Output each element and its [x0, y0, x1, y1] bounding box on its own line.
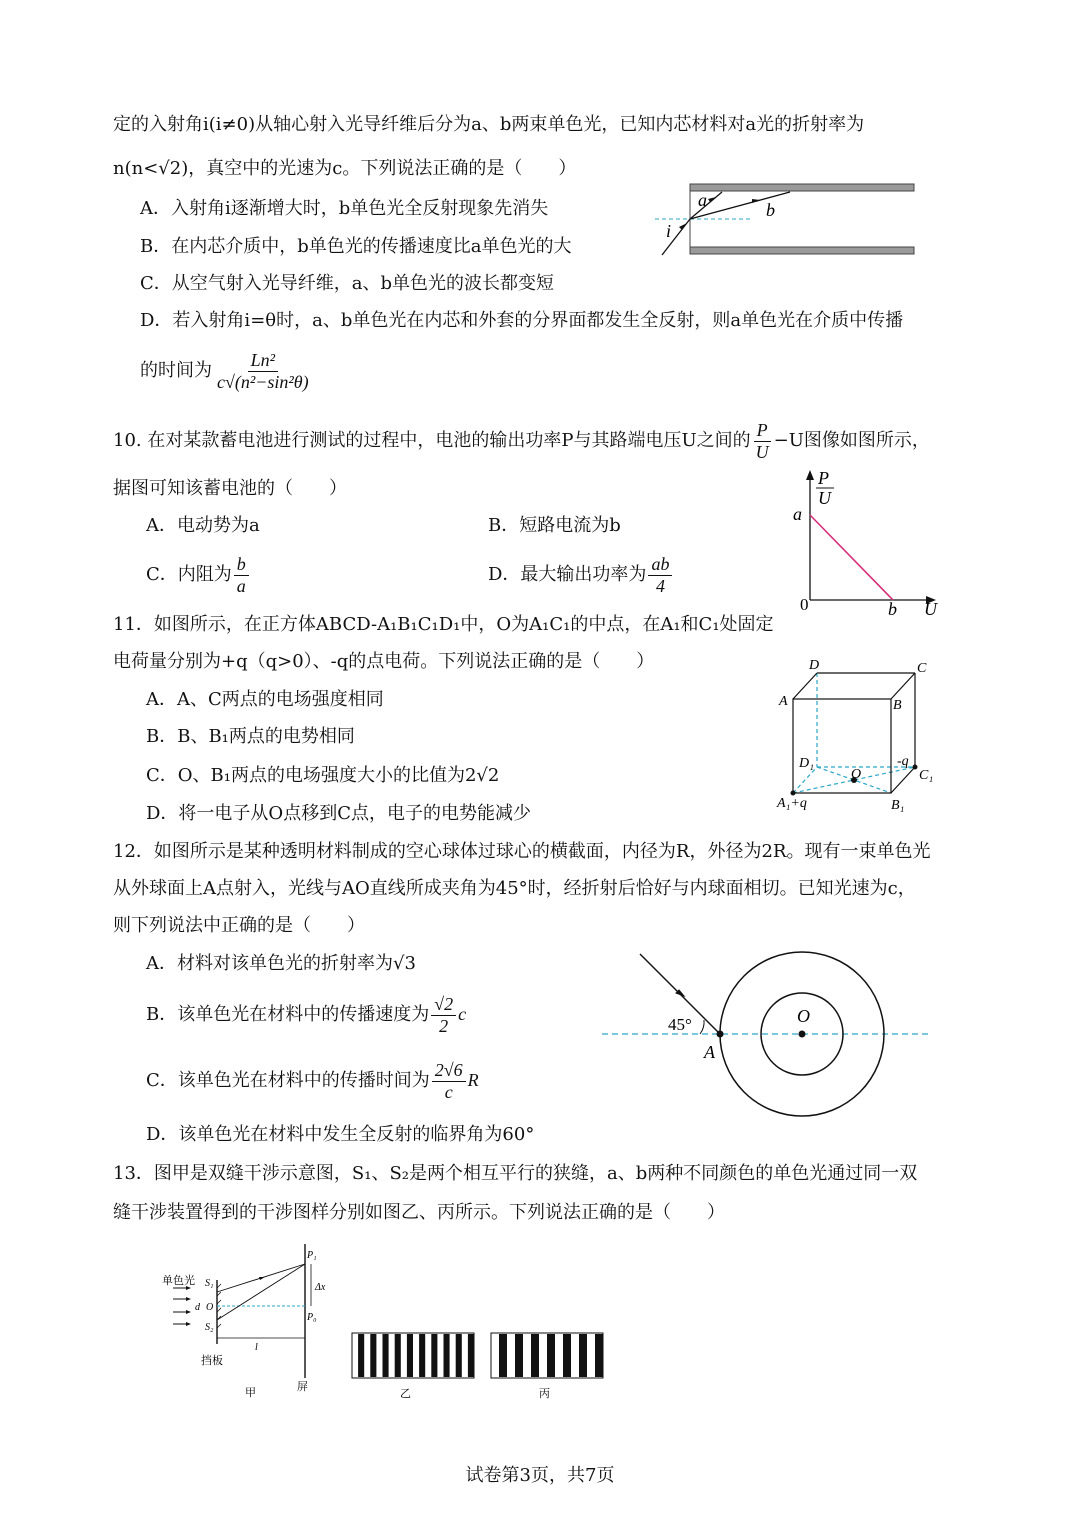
point-A1 [791, 791, 796, 796]
figure-bing-label: 丙 [539, 1387, 550, 1400]
q13-fringe-pattern-yi [352, 1333, 476, 1401]
q9-fiber-figure [650, 180, 920, 260]
q9-option-c: C．从空气射入光导纤维，a、b单色光的波长都变短 [140, 273, 555, 294]
q11-option-a: A．A、C两点的电场强度相同 [146, 689, 384, 710]
label-C: C [917, 661, 927, 676]
arrow-4-head-icon [186, 1322, 191, 1326]
label-A: A [779, 694, 788, 709]
yi-dark-fringe [419, 1334, 425, 1377]
q12-option-c-denominator: c [444, 1081, 453, 1102]
label-O: O [851, 767, 862, 782]
y-intercept-label: a [793, 504, 802, 524]
y-label-denominator: U [818, 488, 831, 508]
label-C1: C₁ [919, 768, 934, 783]
label-P1: P₁ [307, 1250, 317, 1261]
q10-line-2: 据图可知该蓄电池的（ ） [113, 478, 347, 499]
q11-line-2: 电荷量分别为+q（q>0）、-q的点电荷。下列说法正确的是（ ） [113, 651, 655, 672]
figure-yi-label: 乙 [400, 1387, 411, 1400]
angle-arc [700, 1020, 704, 1034]
edge-AD [793, 673, 817, 699]
q10-option-d [488, 554, 674, 596]
bing-dark-fringe [547, 1334, 555, 1377]
q9-option-a: A．入射角i逐渐增大时，b单色光全反射现象先消失 [140, 198, 549, 219]
yi-dark-fringe [468, 1334, 474, 1377]
label-delta-x: Δx [315, 1282, 326, 1293]
label-a: a [698, 190, 707, 210]
q10-option-d-numerator: ab [648, 554, 672, 576]
q12-option-a: A．材料对该单色光的折射率为√3 [146, 953, 416, 974]
yi-dark-fringe [431, 1334, 437, 1377]
q10-line-1-prefix: 10. 在对某款蓄电池进行测试的过程中，电池的输出功率P与其路端电压U之间的 [113, 430, 751, 452]
label-b: b [766, 200, 775, 220]
yi-dark-fringe [456, 1334, 462, 1377]
q10-option-c-fraction [234, 554, 249, 596]
q10-option-d-prefix: D．最大输出功率为 [488, 564, 647, 586]
q11-option-b: B．B、B₁两点的电势相同 [146, 726, 355, 747]
label-P0: P₀ [307, 1312, 317, 1323]
bing-dark-fringe [515, 1334, 523, 1377]
label-S1: S₁ [205, 1278, 214, 1289]
ray-S1-arrow-icon [259, 1277, 265, 1280]
q10-option-c [146, 554, 251, 596]
pu-line [810, 515, 893, 600]
q10-line-1 [113, 420, 930, 462]
origin-label: 0 [800, 595, 809, 614]
q10-option-c-denominator: a [236, 575, 246, 596]
label-S2: S₂ [205, 1322, 214, 1333]
fiber-bottom-cladding [690, 247, 914, 254]
q13-line-2: 缝干涉装置得到的干涉图样分别如图乙、丙所示。下列说法正确的是（ ） [113, 1202, 725, 1223]
baffle-label: 挡板 [201, 1354, 223, 1367]
q12-sphere-figure [600, 950, 940, 1120]
q12-option-c-prefix: C．该单色光在材料中的传播时间为 [146, 1070, 430, 1092]
q13-fringe-pattern-bing [491, 1333, 605, 1401]
q11-option-d: D．将一电子从O点移到C点，电子的电势能减少 [146, 803, 531, 824]
label-D: D [809, 658, 820, 673]
figure-jia-label: 甲 [245, 1386, 256, 1399]
q12-option-b-numerator: √2 [431, 994, 456, 1016]
label-D1: D₁ [799, 756, 814, 771]
q9-intro-line-1: 定的入射角i(i≠0)从轴心射入光导纤维后分为a、b两束单色光，已知内芯材料对a光的折射率为 [113, 114, 865, 135]
q11-option-c: C．O、B₁两点的电场强度大小的比值为2√2 [146, 765, 500, 786]
q10-pu-fraction [753, 420, 772, 462]
x-intercept-label: b [888, 599, 897, 619]
bing-dark-fringe [579, 1334, 587, 1377]
label-O: O [206, 1302, 214, 1313]
q9-intro-line-2: n(n<√2)，真空中的光速为c。下列说法正确的是（ ） [113, 158, 577, 179]
x-axis-label: U [924, 599, 937, 619]
page-footer: 试卷第3页，共7页 [465, 1465, 615, 1486]
q12-option-c-fraction [432, 1060, 466, 1102]
q11-cube-figure [775, 655, 955, 820]
yi-dark-fringe [395, 1334, 401, 1377]
point-A [717, 1031, 724, 1038]
bing-dark-fringe [595, 1334, 603, 1377]
yi-dark-fringe [444, 1334, 450, 1377]
label-l: l [255, 1342, 258, 1353]
edge-BC [891, 673, 915, 699]
q12-option-b-denominator: 2 [439, 1015, 449, 1036]
q9-option-b: B．在内芯介质中，b单色光的传播速度比a单色光的大 [140, 236, 572, 257]
q12-option-b-prefix: B．该单色光在材料中的传播速度为 [146, 1004, 430, 1026]
q12-option-c [146, 1060, 479, 1102]
label-neg-q: -q [897, 754, 909, 769]
fiber-top-cladding [690, 184, 914, 191]
yi-dark-fringe [370, 1334, 376, 1377]
bing-dark-fringe [563, 1334, 571, 1377]
front-face [793, 699, 891, 793]
q10-pu-denominator: U [755, 441, 769, 462]
arrow-3-head-icon [186, 1310, 191, 1314]
label-d: d [195, 1302, 200, 1313]
bing-dark-fringe [531, 1334, 539, 1377]
q12-line-3: 则下列说法中正确的是（ ） [113, 915, 365, 936]
label-B1: B₁ [891, 798, 905, 813]
q10-option-d-fraction [648, 554, 672, 596]
q12-option-b-suffix: c [458, 1004, 467, 1025]
q10-pu-numerator: P [754, 420, 771, 442]
point-O [799, 1031, 806, 1038]
label-i: i [666, 221, 672, 241]
q9-option-d-fraction [214, 350, 312, 392]
y-label-numerator: P [818, 468, 829, 488]
q12-option-b [146, 994, 466, 1036]
q9-option-d-line-1: D．若入射角i=θ时，a、b单色光在内芯和外套的分界面都发生全反射，则a单色光在介质中传播 [140, 310, 904, 331]
mono-light-label: 单色光 [162, 1274, 195, 1287]
q10-option-c-prefix: C．内阻为 [146, 564, 232, 586]
bing-dark-fringe [499, 1334, 507, 1377]
q10-option-c-numerator: b [234, 554, 249, 576]
label-A: A [704, 1042, 715, 1062]
q12-option-c-suffix: R [467, 1070, 479, 1091]
q9-option-d-denominator: c√(n²−sin²θ) [217, 371, 309, 392]
q10-option-a: A．电动势为a [146, 515, 260, 536]
q9-option-d-numerator: Ln² [248, 350, 278, 372]
yi-dark-fringe [407, 1334, 413, 1377]
q10-pu-graph [780, 466, 950, 621]
yi-dark-fringe [358, 1334, 364, 1377]
q11-line-1: 11．如图所示，在正方体ABCD-A₁B₁C₁D₁中，O为A₁C₁的中点，在A₁和C₁处固定 [113, 614, 774, 635]
point-C1 [913, 765, 918, 770]
screen-label: 屏 [297, 1380, 308, 1393]
q12-option-d: D．该单色光在材料中发生全反射的临界角为60° [146, 1124, 535, 1145]
arrow-2-head-icon [186, 1297, 191, 1301]
q12-line-1: 12．如图所示是某种透明材料制成的空心球体过球心的横截面，内径为R，外径为2R。现有一束单色光 [113, 841, 931, 862]
label-O: O [797, 1006, 810, 1026]
ray-from-S2 [217, 1264, 305, 1320]
q12-option-b-fraction [431, 994, 456, 1036]
label-B: B [893, 698, 902, 713]
y-axis-arrow-icon [806, 470, 814, 480]
edge-B1C1 [891, 767, 915, 793]
yi-dark-fringe [383, 1334, 389, 1377]
q12-option-c-numerator: 2√6 [432, 1060, 466, 1082]
q12-line-2: 从外球面上A点射入，光线与AO直线所成夹角为45°时，经折射后恰好与内球面相切。已知光速为c， [113, 878, 916, 899]
q9-option-d-line-2 [140, 350, 314, 392]
q10-line-1-suffix: −U图像如图所示， [773, 430, 930, 452]
q10-option-b: B．短路电流为b [488, 515, 621, 536]
q9-option-d-prefix: 的时间为 [140, 360, 212, 382]
q13-line-1: 13．图甲是双缝干涉示意图，S₁、S₂是两个相互平行的狭缝，a、b两种不同颜色的单色光通过同一双 [113, 1163, 918, 1184]
q10-option-d-denominator: 4 [655, 575, 665, 596]
q13-double-slit-figure [155, 1240, 345, 1400]
label-A1-plus-q: A₁+q [777, 796, 807, 811]
angle-label: 45° [668, 1015, 692, 1034]
